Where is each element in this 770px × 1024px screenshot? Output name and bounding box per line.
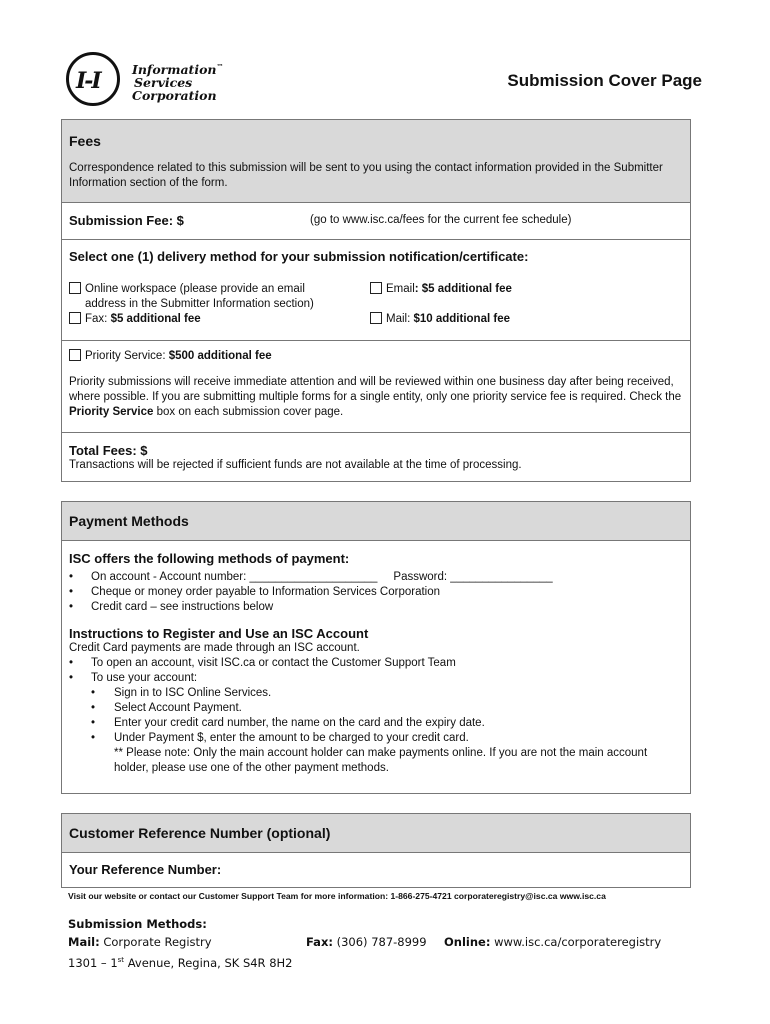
logo-line1: Information <box>132 62 217 78</box>
option-fax[interactable] <box>69 312 201 327</box>
list-item: • Credit card – see instructions below <box>69 600 683 615</box>
payment-body <box>62 540 690 794</box>
fax-method: Fax: (306) 787-8999 <box>306 935 427 949</box>
instructions-heading: Instructions to Register and Use an ISC Account <box>69 626 369 641</box>
list-item: • On account - Account number: ____________________ Password: ________________ <box>69 570 683 585</box>
payment-note: ** Please note: Only the main account holder can make payments online. If you are not the main account holder, please use one of the other payment methods. <box>114 747 648 774</box>
fees-intro: Correspondence related to this submission will be sent to you using the contact information provided in the Submitter Information section of the form. <box>69 162 663 189</box>
payment-methods-list <box>69 570 683 615</box>
list-item: • Under Payment $, enter the amount to be charged to your credit card. <box>69 731 683 746</box>
mail-label: Mail: <box>386 313 414 325</box>
reference-section <box>61 813 691 888</box>
total-fees-row <box>62 432 690 483</box>
priority-checkbox[interactable] <box>69 349 81 361</box>
list-item: • Cheque or money order payable to Information Services Corporation <box>69 585 683 600</box>
list-item: • Select Account Payment. <box>69 701 683 716</box>
email-checkbox[interactable] <box>370 282 382 294</box>
payment-section <box>61 501 691 794</box>
priority-label: Priority Service: <box>85 350 169 362</box>
fax-label: Fax: <box>85 313 111 325</box>
online-workspace-label: Online workspace (please provide an email <box>85 283 305 295</box>
list-item: • Sign in to ISC Online Services. <box>69 686 683 701</box>
fees-section <box>61 119 691 482</box>
list-item: • To open an account, visit ISC.ca or contact the Customer Support Team <box>69 656 683 671</box>
instructions-list <box>69 656 683 746</box>
list-item: • Enter your credit card number, the name on the card and the expiry date. <box>69 716 683 731</box>
online-workspace-label-2: address in the Submitter Information section) <box>85 298 314 310</box>
payment-heading: Payment Methods <box>62 502 690 540</box>
submission-methods <box>68 915 662 972</box>
option-email[interactable] <box>370 282 512 297</box>
fees-header <box>62 120 690 202</box>
logo-line2: Services <box>134 75 193 91</box>
option-online-workspace[interactable] <box>69 282 314 312</box>
fees-heading: Fees <box>69 133 101 149</box>
email-label: Email <box>386 283 415 295</box>
instructions-intro: Credit Card payments are made through an ISC account. <box>69 642 360 654</box>
fax-checkbox[interactable] <box>69 312 81 324</box>
contact-footer: Visit our website or contact our Customer Support Team for more information: 1-866-275-4721 corporateregistry@isc.ca www.isc.ca <box>68 891 606 901</box>
option-mail[interactable] <box>370 312 510 327</box>
submission-fee-note: (go to www.isc.ca/fees for the current fee schedule) <box>310 214 572 226</box>
logo-trademark: ™ <box>216 62 224 71</box>
priority-fee: $500 additional fee <box>168 350 272 362</box>
mail-fee: $10 additional fee <box>413 313 510 325</box>
online-workspace-checkbox[interactable] <box>69 282 81 294</box>
logo-circle-icon <box>66 52 120 106</box>
logo-mark: I-I <box>76 68 100 94</box>
list-item: • To use your account: <box>69 671 683 686</box>
logo-wordmark <box>132 60 224 102</box>
isc-logo <box>66 52 226 112</box>
delivery-method-row <box>62 239 690 340</box>
submission-methods-row <box>68 933 662 951</box>
email-fee: : $5 additional fee <box>414 283 512 295</box>
mailing-address: 1301 – 1st Avenue, Regina, SK S4R 8H2 <box>68 955 293 970</box>
option-priority[interactable] <box>69 349 683 364</box>
total-fees-note: Transactions will be rejected if sufficient funds are not available at the time of processing. <box>69 459 522 471</box>
reference-number-field[interactable]: Your Reference Number: <box>62 852 690 888</box>
submission-fee-row <box>62 202 690 239</box>
delivery-heading: Select one (1) delivery method for your submission notification/certificate: <box>69 249 529 264</box>
payment-offers-heading: ISC offers the following methods of payment: <box>69 551 350 566</box>
submission-fee-label: Submission Fee: $ <box>69 213 184 228</box>
priority-description: Priority submissions will receive immediate attention and will be reviewed within one business day after being received, where possible. If you are submitting multiple forms for a single entity, only one priority service fee is required. Check the Priority Service box on each submission cover page. <box>69 376 682 418</box>
online-method[interactable]: Online: www.isc.ca/corporateregistry <box>444 935 662 949</box>
logo-line3: Corporation <box>132 88 217 104</box>
fax-fee: $5 additional fee <box>110 313 201 325</box>
mail-checkbox[interactable] <box>370 312 382 324</box>
submission-methods-heading: Submission Methods: <box>68 917 207 931</box>
priority-service-row <box>62 340 690 432</box>
reference-heading: Customer Reference Number (optional) <box>62 814 690 852</box>
total-fees-label: Total Fees: $ <box>69 443 148 458</box>
mail-method: Mail: Corporate Registry <box>68 935 212 949</box>
page-title: Submission Cover Page <box>507 71 702 90</box>
